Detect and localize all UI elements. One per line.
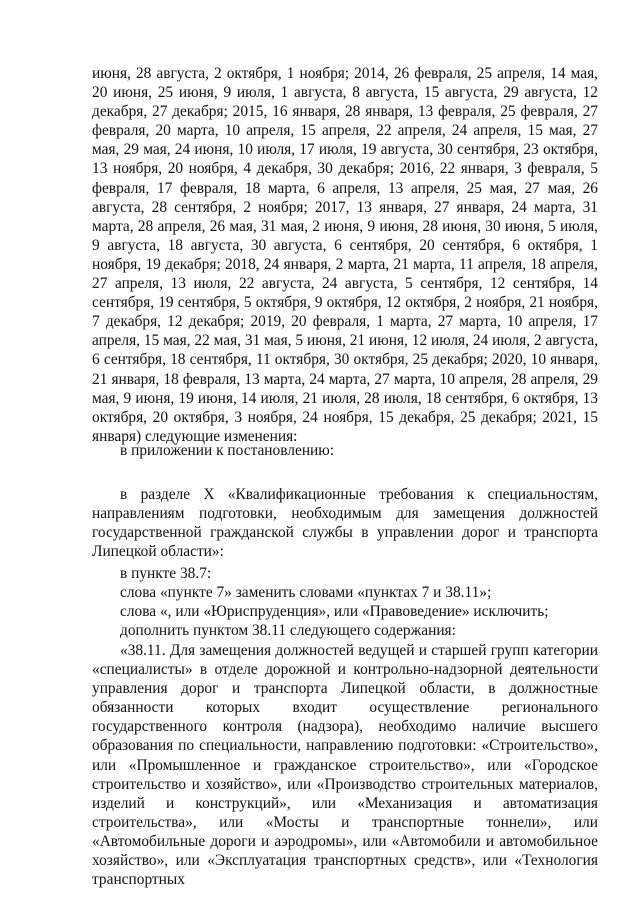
intro-line: в приложении к постановлению: <box>120 442 335 459</box>
add-line: дополнить пунктом 38.11 следующего содержания: <box>120 622 456 639</box>
section-paragraph: в разделе X «Квалификационные требования к специальностям, направлениям подготовки, необходимым для замещения должностей государственной гражданской службы в управлении дорог и транспорта Липецкой области»: <box>92 486 598 560</box>
exclude-line: слова «, или «Юриспруденция», или «Правоведение» исключить; <box>120 603 549 620</box>
item-line: в пункте 38.7: <box>120 565 212 582</box>
dates-paragraph: июня, 28 августа, 2 октября, 1 ноября; 2014, 26 февраля, 25 апреля, 14 мая, 20 июня, 25 июня, 9 июля, 1 августа, 8 августа, 15 августа, 29 августа, 12 декабря, 27 декабря; 2015, 16 января, 28 января, 13 февраля, 25 февраля, 27 февраля, 20 марта, 10 апреля, 15 апреля, 22 апреля, 24 апреля, 15 мая, 27 мая, 29 мая, 24 июня, 10 июля, 17 июля, 19 августа, 30 сентября, 23 октября, 13 ноября, 20 ноября, 4 декабря, 30 декабря; 2016, 22 января, 3 февраля, 5 февраля, 17 февраля, 18 марта, 6 апреля, 13 апреля, 25 мая, 27 мая, 26 августа, 28 сентября, 2 ноября; 2017, 13 января, 27 января, 24 марта, 31 марта, 28 апреля, 26 мая, 31 мая, 2 июня, 9 июня, 28 июня, 30 июня, 5 июля, 9 августа, 18 августа, 30 августа, 6 сентября, 20 сентября, 6 октября, 1 ноября, 19 декабря; 2018, 24 января, 2 марта, 21 марта, 11 апреля, 18 апреля, 27 апреля, 13 июля, 22 августа, 24 августа, 5 сентября, 12 сентября, 14 сентября, 19 сентября, 5 октября, 9 октября, 12 октября, 2 ноября, 21 ноября, 7 декабря, 12 декабря; 2019, 20 февраля, 1 марта, 27 марта, 10 апреля, 17 апреля, 15 мая, 22 мая, 31 мая, 5 июня, 21 июня, 12 июля, 24 июля, 2 августа, 6 сентября, 18 сентября, 11 октября, 30 октября, 25 декабря; 2020, 10 января, 21 января, 18 февраля, 13 марта, 24 марта, 27 марта, 10 апреля, 28 апреля, 29 мая, 9 июня, 19 июня, 14 июля, 21 июля, 28 июля, 18 сентября, 6 октября, 13 октября, 20 октября, 3 ноября, 24 ноября, 15 декабря, 25 декабря; 2021, 15 января) следующие изменения: <box>92 65 598 445</box>
replace-line: слова «пункте 7» заменить словами «пунктах 7 и 38.11»; <box>120 584 492 601</box>
quote-paragraph: «38.11. Для замещения должностей ведущей и старшей групп категории «специалисты» в отделе дорожной и контрольно-надзорной деятельности управления дорог и транспорта Липецкой области, в должностные обязанности которых входит осуществление регионального государственного контроля (надзора), необходимо наличие высшего образования по специальности, направлению подготовки: «Строительство», или «Промышленное и гражданское строительство», или «Городское строительство и хозяйство», или «Производство строительных материалов, изделий и конструкций», или «Механизация и автоматизация строительства», или «Мосты и транспортные тоннели», или «Автомобильные дороги и аэродромы», или «Автомобили и автомобильное хозяйство», или «Эксплуатация транспортных средств», или «Технология транспортных <box>92 642 598 889</box>
